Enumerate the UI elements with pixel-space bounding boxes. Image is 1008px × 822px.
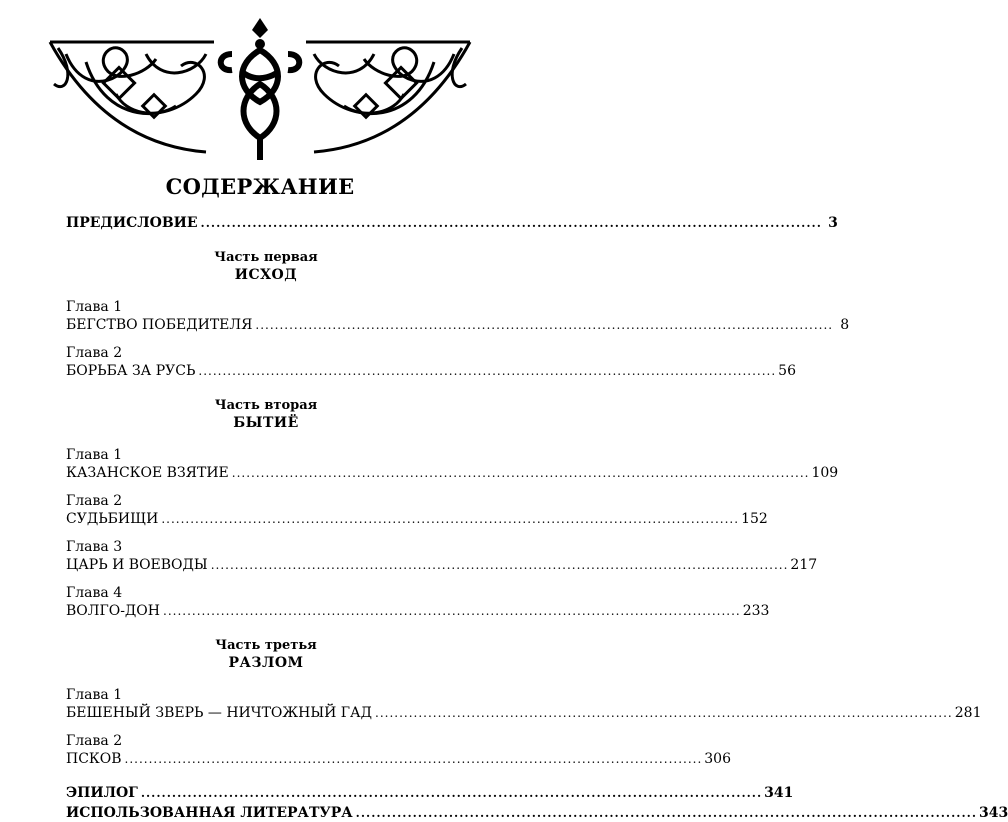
toc-entry-epilogue[interactable] [66, 784, 794, 802]
toc-entry-chapter[interactable] [66, 316, 850, 334]
chapter-number: Глава 2 [66, 345, 123, 361]
leader-dots: ........................................................................................................................ [140, 786, 763, 800]
decorative-ornament-header [46, 14, 474, 164]
part-label: Часть первая [214, 250, 318, 265]
toc-entry-label: ПСКОВ [66, 751, 122, 767]
toc-entry-label: БОРЬБА ЗА РУСЬ [66, 363, 196, 379]
chapter-number: Глава 2 [66, 733, 123, 749]
leader-dots: ........................................................................................................................ [124, 752, 703, 766]
page-title: СОДЕРЖАНИЕ [165, 174, 355, 199]
toc-entry-chapter[interactable] [66, 464, 839, 482]
toc-entry-label: СУДЬБИЩИ [66, 511, 159, 527]
leader-dots: ........................................................................................................................ [161, 512, 740, 526]
toc-entry-chapter[interactable] [66, 750, 731, 768]
toc-entry-chapter[interactable] [66, 556, 818, 574]
part-label: Часть третья [215, 638, 317, 653]
chapter-block [66, 446, 839, 482]
toc-entry-chapter[interactable] [66, 602, 770, 620]
toc-entry-label: ЦАРЬ И ВОЕВОДЫ [66, 557, 208, 573]
chapter-number: Глава 3 [66, 539, 123, 555]
chapter-block [66, 538, 818, 574]
chapter-number: Глава 4 [66, 585, 123, 601]
toc-page-number: 281 [954, 705, 982, 721]
toc-page-number: 109 [811, 465, 839, 481]
toc-entry-label: ИСПОЛЬЗОВАННАЯ ЛИТЕРАТУРА [66, 805, 353, 821]
part-name: РАЗЛОМ [228, 655, 304, 671]
part-block-1 [66, 250, 466, 284]
toc-entry-label: ЭПИЛОГ [66, 785, 138, 801]
toc-page-number: 217 [790, 557, 818, 573]
toc-entry-label: ПРЕДИСЛОВИЕ [66, 215, 198, 231]
toc-entry-preface[interactable] [66, 214, 838, 232]
toc-page-number: 56 [778, 363, 796, 379]
leader-dots: ........................................................................................................................ [210, 558, 789, 572]
leader-dots: ........................................................................................................................ [163, 604, 741, 618]
chapter-block [66, 492, 768, 528]
toc-page-number: 152 [741, 511, 768, 527]
chapter-number: Глава 1 [66, 299, 123, 315]
chapter-number: Глава 1 [66, 447, 123, 463]
toc-entry-label: БЕШЕНЫЙ ЗВЕРЬ — НИЧТОЖНЫЙ ГАД [66, 705, 373, 721]
table-of-contents [66, 212, 1008, 822]
toc-entry-chapter[interactable] [66, 362, 796, 380]
toc-entry-references[interactable] [66, 804, 1008, 822]
leader-dots: ........................................................................................................................ [355, 806, 977, 820]
part-block-3 [66, 638, 466, 672]
leader-dots: ........................................................................................................................ [375, 706, 953, 720]
chapter-number: Глава 2 [66, 493, 123, 509]
toc-entry-chapter[interactable] [66, 704, 982, 722]
leader-dots: ........................................................................................................................ [198, 364, 777, 378]
chapter-number: Глава 1 [66, 687, 123, 703]
toc-entry-label: БЕГСТВО ПОБЕДИТЕЛЯ [66, 317, 253, 333]
chapter-block [66, 344, 796, 380]
part-name: БЫТИЁ [233, 415, 299, 431]
part-name: ИСХОД [234, 267, 298, 283]
toc-page-number: 233 [742, 603, 770, 619]
toc-entry-label: КАЗАНСКОЕ ВЗЯТИЕ [66, 465, 229, 481]
toc-page-number: 306 [704, 751, 731, 767]
chapter-block [66, 584, 770, 620]
toc-page-number: 3 [828, 215, 838, 231]
leader-dots: ........................................................................................................................ [231, 466, 810, 480]
toc-page-number: 8 [840, 317, 850, 333]
chapter-block [66, 686, 982, 722]
toc-entry-label: ВОЛГО-ДОН [66, 603, 160, 619]
part-block-2 [66, 398, 466, 432]
leader-dots: ........................................................................................................................ [200, 216, 822, 230]
part-label: Часть вторая [214, 398, 318, 413]
chapter-block [66, 732, 731, 768]
toc-entry-chapter[interactable] [66, 510, 768, 528]
toc-page-number: 341 [764, 785, 794, 801]
chapter-block [66, 298, 850, 334]
toc-page-number: 343 [979, 805, 1008, 821]
leader-dots: ........................................................................................................................ [255, 318, 834, 332]
